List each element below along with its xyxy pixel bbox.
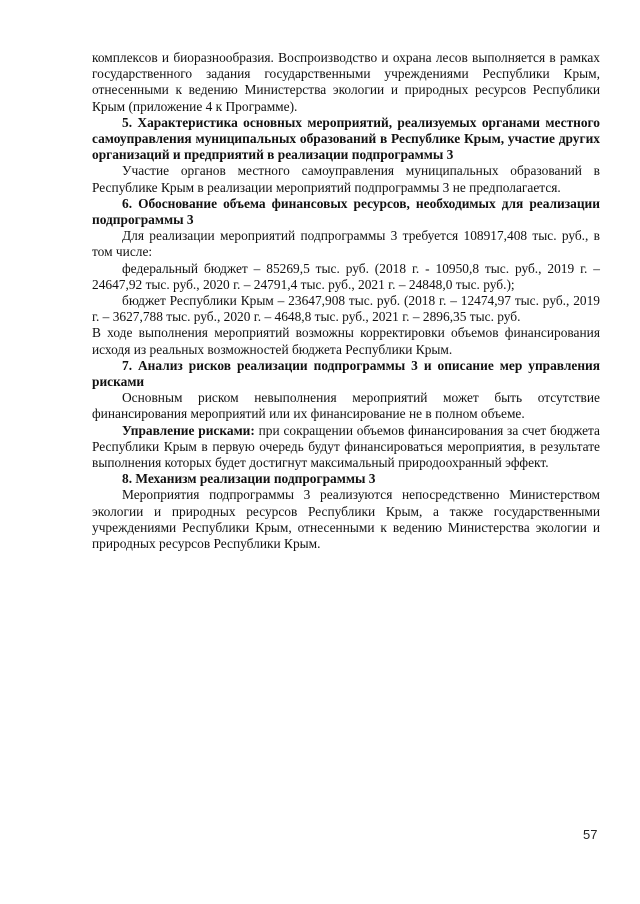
paragraph-federal-budget: федеральный бюджет – 85269,5 тыс. руб. (2018 г. - 10950,8 тыс. руб., 2019 г. – 24647,92 тыс. руб., 2020 г. – 24791,4 тыс. руб., 2021 г. – 24848,0 тыс. руб.); [92, 260, 600, 292]
paragraph-forests: комплексов и биоразнообразия. Воспроизводство и охрана лесов выполняется в рамках государственного задания государственными учреждениями Республики Крым, отнесенными к ведению Министерства экологии и природных ресурсов Республики Крым (приложение 4 к Программе). [92, 50, 600, 114]
paragraph-regional-budget: бюджет Республики Крым – 23647,908 тыс. руб. (2018 г. – 12474,97 тыс. руб., 2019 г. – 3627,788 тыс. руб., 2020 г. – 4648,8 тыс. руб., 2021 г. – 2896,35 тыс. руб. [92, 293, 600, 325]
page-body [92, 50, 600, 552]
heading-section-6: 6. Обоснование объема финансовых ресурсов, необходимых для реализации подпрограммы 3 [92, 195, 600, 228]
risk-management-lead: Управление рисками: [122, 422, 255, 438]
risk-management-text: при сокращении объемов финансирования за счет бюджета Республики Крым в первую очередь будут финансироваться мероприятия, в результате выполнения которых будет достигнут максимальный природоохранный эффект. [92, 422, 600, 471]
page-number: 57 [583, 827, 598, 842]
paragraph-funding-adjustments: В ходе выполнения мероприятий возможны корректировки объемов финансирования исходя из реальных возможностей бюджета Республики Крым. [92, 325, 600, 357]
paragraph-section-5: Участие органов местного самоуправления муниципальных образований в Республике Крым в реализации мероприятий подпрограммы 3 не предполагается. [92, 163, 600, 195]
heading-section-8: 8. Механизм реализации подпрограммы 3 [122, 471, 376, 487]
paragraph-risk-management [92, 423, 600, 472]
heading-section-7: 7. Анализ рисков реализации подпрограммы 3 и описание мер управления рисками [92, 357, 600, 390]
paragraph-implementation: Мероприятия подпрограммы 3 реализуются непосредственно Министерством экологии и природных ресурсов Республики Крым, а также государственными учреждениями Республики Крым, отнесенными к ведению Министерства экологии и природных ресурсов Республики Крым. [92, 487, 600, 552]
paragraph-main-risk: Основным риском невыполнения мероприятий может быть отсутствие финансирования мероприятий или их финансирование не в полном объеме. [92, 390, 600, 422]
paragraph-funding-total: Для реализации мероприятий подпрограммы 3 требуется 108917,408 тыс. руб., в том числе: [92, 228, 600, 260]
heading-section-5: 5. Характеристика основных мероприятий, реализуемых органами местного самоуправления муниципальных образований в Республике Крым, участие других организаций и предприятий в реализации подпрограммы 3 [92, 114, 600, 163]
